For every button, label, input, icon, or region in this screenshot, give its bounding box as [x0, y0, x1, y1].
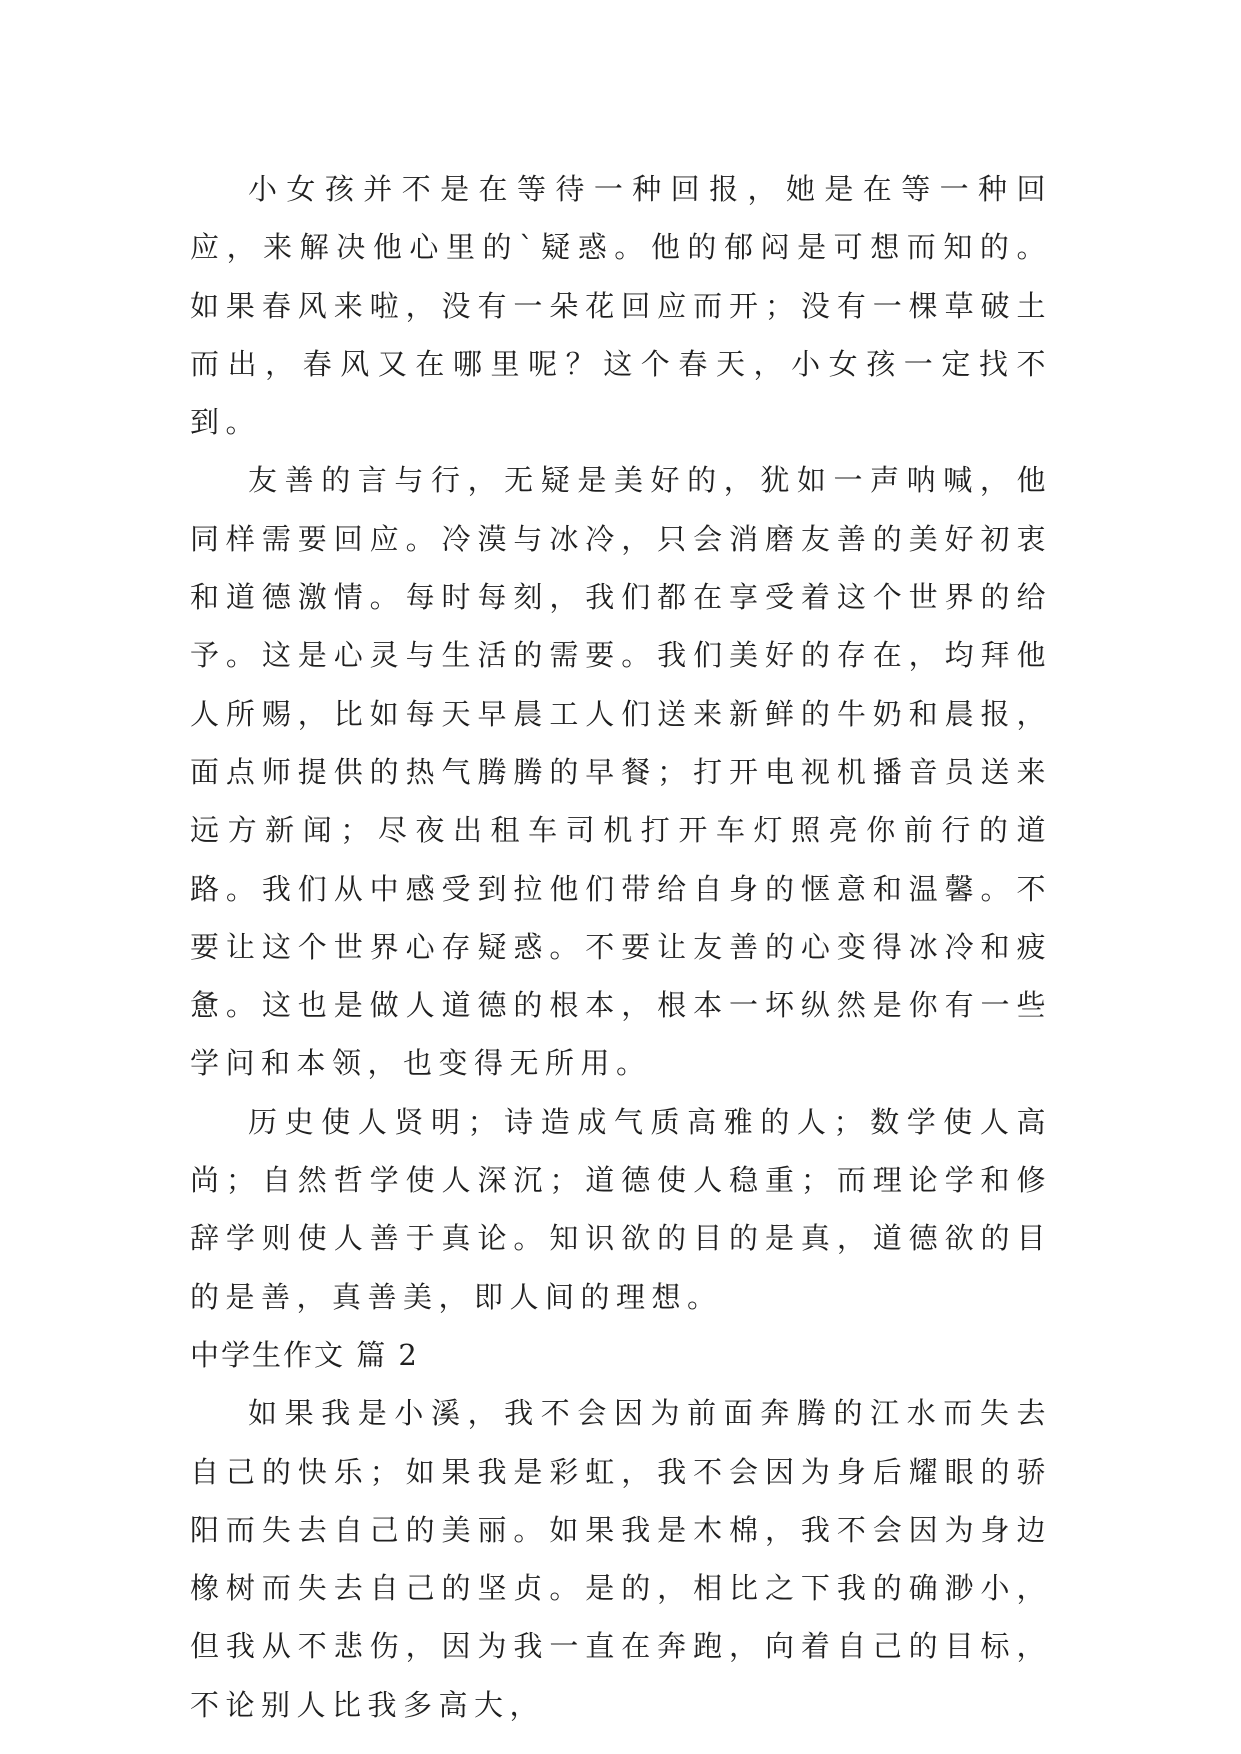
paragraph-4: 如果我是小溪，我不会因为前面奔腾的江水而失去自己的快乐；如果我是彩虹，我不会因为身后耀眼的骄阳而失去自己的美丽。如果我是木棉，我不会因为身边橡树而失去自己的坚贞。是的，相比之下我的确渺小，但我从不悲伤，因为我一直在奔跑，向着自己的目标，不论别人比我多高大， — [190, 1396, 1052, 1722]
paragraph-2: 友善的言与行，无疑是美好的，犹如一声呐喊，他同样需要回应。冷漠与冰冷，只会消磨友善的美好初衷和道德激情。每时每刻，我们都在享受着这个世界的给予。这是心灵与生活的需要。我们美好的存在，均拜他人所赐，比如每天早晨工人们送来新鲜的牛奶和晨报，面点师提供的热气腾腾的早餐；打开电视机播音员送来远方新闻；尽夜出租车司机打开车灯照亮你前行的道路。我们从中感受到拉他们带给自身的惬意和温馨。不要让这个世界心存疑惑。不要让友善的心变得冰冷和疲惫。这也是做人道德的根本，根本一坏纵然是你有一些学问和本领，也变得无所用。 — [190, 463, 1052, 1081]
paragraph-1: 小女孩并不是在等待一种回报，她是在等一种回应，来解决他心里的`疑惑。他的郁闷是可想而知的。如果春风来啦，没有一朵花回应而开；没有一棵草破土而出，春风又在哪里呢？这个春天，小女孩一定找不到。 — [190, 172, 1052, 440]
section-heading: 中学生作文 篇 2 — [190, 1337, 419, 1372]
document-page — [190, 160, 1052, 1734]
paragraph-3: 历史使人贤明；诗造成气质高雅的人；数学使人高尚；自然哲学使人深沉；道德使人稳重；而理论学和修辞学则使人善于真论。知识欲的目的是真，道德欲的目的是善，真善美，即人间的理想。 — [190, 1104, 1052, 1314]
